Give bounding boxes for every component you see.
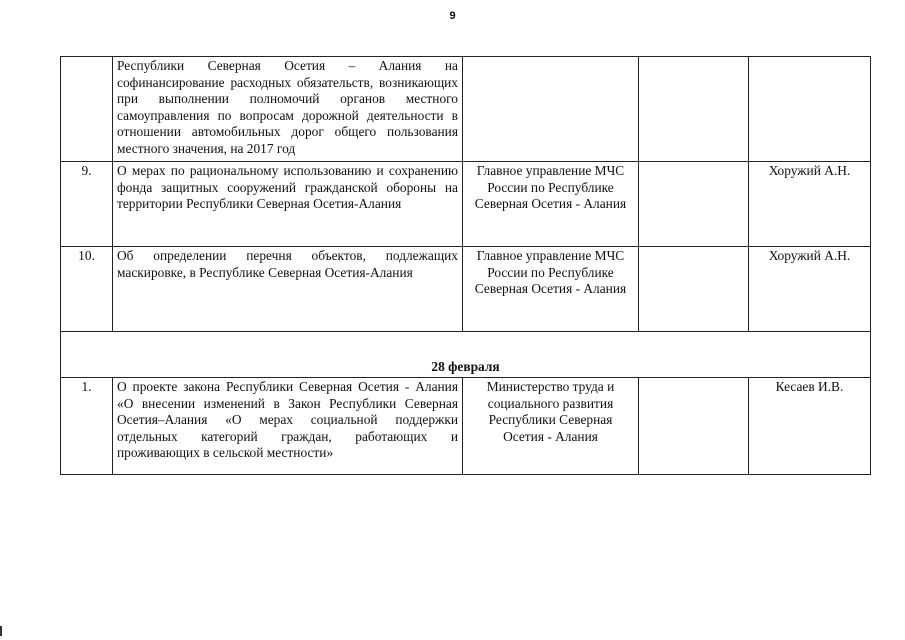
row-date xyxy=(639,57,749,162)
row-organization: Главное управление МЧС России по Республике Северная Осетия - Алания xyxy=(463,247,639,332)
table-row xyxy=(61,247,871,332)
row-responsible: Хоружий А.Н. xyxy=(749,247,871,332)
row-organization xyxy=(463,57,639,162)
row-number: 1. xyxy=(61,378,113,475)
row-date xyxy=(639,247,749,332)
row-organization: Министерство труда и социального развития Республики Северная Осетия - Алания xyxy=(463,378,639,475)
date-heading: 28 февраля xyxy=(61,332,871,378)
table-row xyxy=(61,378,871,475)
row-topic: Республики Северная Осетия – Алания на софинансирование расходных обязательств, возникающих при выполнении полномочий органов местного самоуправления по вопросам дорожной деятельности в отношении автомобильных дорог общего пользования местного значения, на 2017 год xyxy=(113,57,463,162)
date-heading-row xyxy=(61,332,871,378)
row-responsible: Кесаев И.В. xyxy=(749,378,871,475)
row-date xyxy=(639,162,749,247)
row-topic: О мерах по рациональному использованию и сохранению фонда защитных сооружений гражданской обороны на территории Республики Северная Осетия-Алания xyxy=(113,162,463,247)
table-row xyxy=(61,162,871,247)
page-number: 9 xyxy=(449,10,456,22)
row-responsible: Хоружий А.Н. xyxy=(749,162,871,247)
row-number: 10. xyxy=(61,247,113,332)
row-topic: О проекте закона Республики Северная Осетия - Алания «О внесении изменений в Закон Республики Северная Осетия–Алания «О мерах социальной поддержки отдельных категорий граждан, работающих и проживающих в сельской местности» xyxy=(113,378,463,475)
row-number: 9. xyxy=(61,162,113,247)
scan-mark xyxy=(0,626,2,636)
row-organization: Главное управление МЧС России по Республике Северная Осетия - Алания xyxy=(463,162,639,247)
agenda-table xyxy=(60,56,871,475)
row-date xyxy=(639,378,749,475)
row-number xyxy=(61,57,113,162)
row-topic: Об определении перечня объектов, подлежащих маскировке, в Республике Северная Осетия-Алания xyxy=(113,247,463,332)
row-responsible xyxy=(749,57,871,162)
table-row xyxy=(61,57,871,162)
